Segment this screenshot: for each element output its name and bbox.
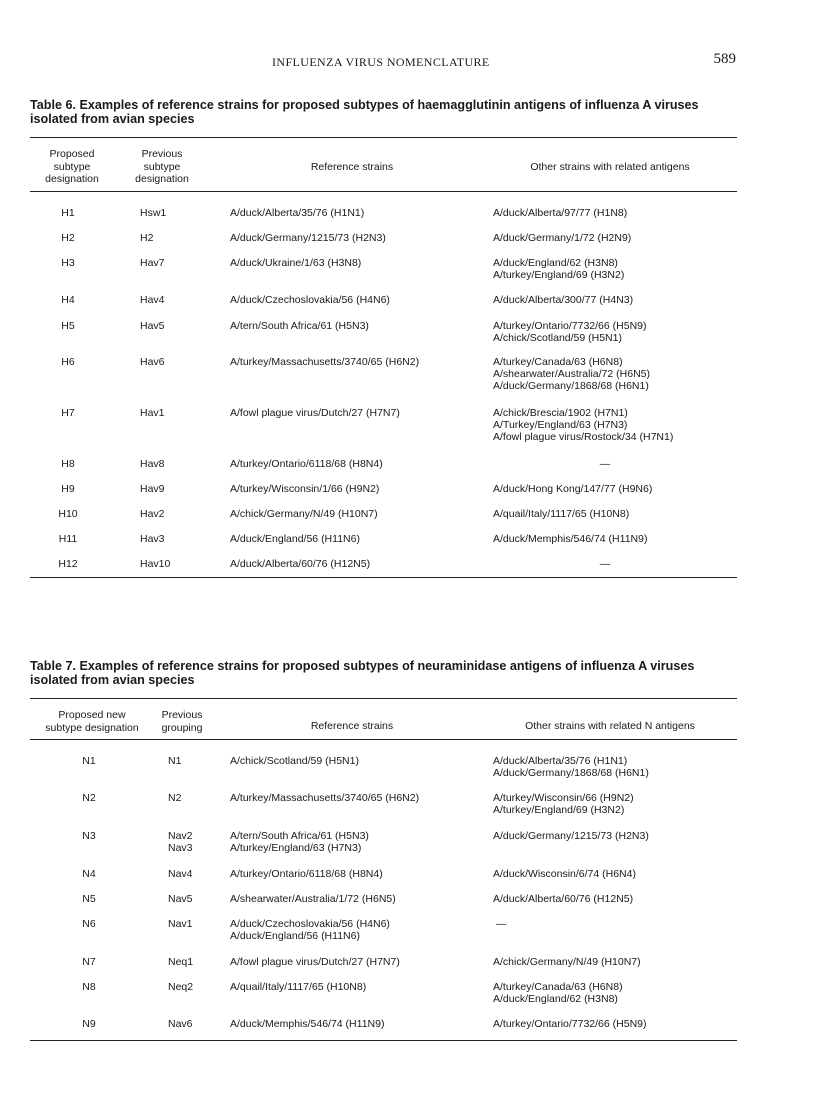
table7-top-rule [30, 698, 737, 699]
table-cell-related: A/duck/Hong Kong/147/77 (H9N6) [493, 483, 653, 495]
table7-caption: Table 7. Examples of reference strains for proposed subtypes of neuraminidase antigens of influenza A viruses isolated from avian species [30, 659, 695, 687]
table6-header-previous: Previous subtype designation [135, 148, 189, 185]
table-cell-related: A/turkey/Ontario/7732/66 (H5N9) [493, 1018, 647, 1030]
table-cell-previous: Hav2 [140, 508, 165, 520]
table-cell-reference: A/chick/Germany/N/49 (H10N7) [230, 508, 378, 520]
table7-header-reference: Reference strains [310, 720, 394, 732]
table-cell-subtype: H8 [61, 458, 75, 470]
table-cell-subtype: N8 [82, 981, 96, 993]
table-cell-related: A/duck/England/62 (H3N8) [493, 993, 618, 1005]
table-cell-related: A/quail/Italy/1117/65 (H10N8) [493, 508, 630, 520]
page-number: 589 [713, 51, 736, 67]
table-cell-reference: A/quail/Italy/1117/65 (H10N8) [230, 981, 367, 993]
table-cell-related: A/duck/Alberta/300/77 (H4N3) [493, 294, 634, 306]
table-cell-reference: A/turkey/Ontario/6118/68 (H8N4) [230, 458, 383, 470]
table6-top-rule [30, 137, 737, 138]
table-cell-related: A/duck/Germany/1/72 (H2N9) [493, 232, 632, 244]
table-cell-reference: A/duck/England/56 (H11N6) [230, 533, 360, 545]
running-head [0, 51, 816, 71]
table-cell-reference: A/tern/South Africa/61 (H5N3) [230, 320, 369, 332]
table-cell-related: A/duck/Alberta/60/76 (H12N5) [493, 893, 634, 905]
table6-bottom-rule [30, 577, 737, 578]
table-cell-previous: Nav1 [168, 918, 193, 930]
table-cell-related: A/turkey/England/69 (H3N2) [493, 269, 625, 281]
table-cell-related: A/turkey/Ontario/7732/66 (H5N9) [493, 320, 647, 332]
table-cell-subtype: N4 [82, 868, 96, 880]
table6-header-reference: Reference strains [310, 161, 394, 173]
table-cell-related: A/duck/Germany/1868/68 (H6N1) [493, 767, 649, 779]
table-cell-previous: Hav5 [140, 320, 165, 332]
table6-caption: Table 6. Examples of reference strains for proposed subtypes of haemagglutinin antigens of influenza A viruses isolated from avian species [30, 98, 699, 126]
table-cell-related: A/chick/Scotland/59 (H5N1) [493, 332, 622, 344]
table-cell-related: — [599, 458, 611, 470]
table-cell-related: A/turkey/Wisconsin/66 (H9N2) [493, 792, 634, 804]
table-cell-previous: Hav10 [140, 558, 171, 570]
table-cell-reference: A/turkey/Massachusetts/3740/65 (H6N2) [230, 356, 420, 368]
table-cell-reference: A/duck/Alberta/60/76 (H12N5) [230, 558, 371, 570]
table-cell-previous: Neq1 [168, 956, 194, 968]
table-cell-previous: Nav3 [168, 842, 193, 854]
table-cell-previous: Hav8 [140, 458, 165, 470]
table-cell-related: A/Turkey/England/63 (H7N3) [493, 419, 628, 431]
table-cell-previous: H2 [140, 232, 154, 244]
table-cell-previous: Hav1 [140, 407, 165, 419]
table-cell-related: A/duck/England/62 (H3N8) [493, 257, 618, 269]
table-cell-related: A/chick/Germany/N/49 (H10N7) [493, 956, 641, 968]
table-cell-subtype: N3 [82, 830, 96, 842]
table-cell-subtype: N2 [82, 792, 96, 804]
table7-header-proposed: Proposed new subtype designation [45, 709, 139, 734]
table-cell-previous: Neq2 [168, 981, 194, 993]
table-cell-related: A/duck/Wisconsin/6/74 (H6N4) [493, 868, 636, 880]
table-cell-subtype: H2 [61, 232, 75, 244]
table6-header-proposed: Proposed subtype designation [45, 148, 99, 185]
table-cell-subtype: N9 [82, 1018, 96, 1030]
table7-bottom-rule [30, 1040, 737, 1041]
table-cell-subtype: H9 [61, 483, 75, 495]
table-cell-previous: Hsw1 [140, 207, 167, 219]
table-cell-subtype: H12 [58, 558, 78, 570]
table-cell-previous: N2 [168, 792, 182, 804]
table-cell-related: A/duck/Alberta/97/77 (H1N8) [493, 207, 628, 219]
table-cell-reference: A/duck/Czechoslovakia/56 (H4N6) [230, 294, 390, 306]
table-cell-subtype: N5 [82, 893, 96, 905]
table-cell-previous: Nav4 [168, 868, 193, 880]
table-cell-subtype: H10 [58, 508, 78, 520]
table-cell-related: A/duck/Alberta/35/76 (H1N1) [493, 755, 628, 767]
table-cell-subtype: H5 [61, 320, 75, 332]
table-cell-previous: Nav2 [168, 830, 193, 842]
table-cell-subtype: N6 [82, 918, 96, 930]
table-cell-reference: A/chick/Scotland/59 (H5N1) [230, 755, 359, 767]
table-cell-reference: A/fowl plague virus/Dutch/27 (H7N7) [230, 956, 400, 968]
table-cell-previous: Hav9 [140, 483, 165, 495]
table-cell-reference: A/turkey/England/63 (H7N3) [230, 842, 362, 854]
table-cell-previous: Hav4 [140, 294, 165, 306]
table-cell-previous: Hav7 [140, 257, 165, 269]
table-cell-related: — [496, 918, 507, 930]
table-cell-related: — [599, 558, 611, 570]
running-title: INFLUENZA VIRUS NOMENCLATURE [272, 55, 490, 69]
table-cell-subtype: H1 [61, 207, 75, 219]
table-cell-related: A/turkey/Canada/63 (H6N8) [493, 981, 623, 993]
table-cell-previous: Nav6 [168, 1018, 193, 1030]
table-cell-related: A/duck/Germany/1215/73 (H2N3) [493, 830, 649, 842]
table-cell-reference: A/turkey/Wisconsin/1/66 (H9N2) [230, 483, 380, 495]
table-cell-subtype: H6 [61, 356, 75, 368]
table-cell-reference: A/turkey/Massachusetts/3740/65 (H6N2) [230, 792, 420, 804]
table-cell-previous: Hav6 [140, 356, 165, 368]
table-cell-reference: A/turkey/Ontario/6118/68 (H8N4) [230, 868, 383, 880]
table-cell-related: A/fowl plague virus/Rostock/34 (H7N1) [493, 431, 674, 443]
table-cell-related: A/turkey/Canada/63 (H6N8) [493, 356, 623, 368]
table7-header-related: Other strains with related N antigens [525, 720, 695, 732]
table-cell-previous: Hav3 [140, 533, 165, 545]
table-cell-subtype: H3 [61, 257, 75, 269]
table-cell-related: A/chick/Brescia/1902 (H7N1) [493, 407, 628, 419]
table6-header-rule [30, 191, 737, 192]
table-cell-subtype: N7 [82, 956, 96, 968]
table-cell-reference: A/duck/England/56 (H11N6) [230, 930, 360, 942]
table-cell-reference: A/duck/Alberta/35/76 (H1N1) [230, 207, 365, 219]
table7-header-previous: Previous grouping [161, 709, 203, 734]
table-cell-reference: A/duck/Czechoslovakia/56 (H4N6) [230, 918, 390, 930]
table7-header-rule [30, 739, 737, 740]
table-cell-related: A/duck/Germany/1868/68 (H6N1) [493, 380, 649, 392]
table-cell-reference: A/shearwater/Australia/1/72 (H6N5) [230, 893, 396, 905]
table-cell-related: A/shearwater/Australia/72 (H6N5) [493, 368, 650, 380]
table-cell-reference: A/duck/Ukraine/1/63 (H3N8) [230, 257, 362, 269]
table-cell-previous: Nav5 [168, 893, 193, 905]
table-cell-subtype: H4 [61, 294, 75, 306]
table6-header-related: Other strains with related antigens [530, 161, 690, 173]
table-cell-subtype: N1 [82, 755, 96, 767]
table-cell-subtype: H7 [61, 407, 75, 419]
table-cell-reference: A/tern/South Africa/61 (H5N3) [230, 830, 369, 842]
table-cell-reference: A/duck/Germany/1215/73 (H2N3) [230, 232, 386, 244]
table-cell-subtype: H11 [58, 533, 78, 545]
table-cell-reference: A/duck/Memphis/546/74 (H11N9) [230, 1018, 385, 1030]
table-cell-reference: A/fowl plague virus/Dutch/27 (H7N7) [230, 407, 400, 419]
table-cell-previous: N1 [168, 755, 182, 767]
table-cell-related: A/duck/Memphis/546/74 (H11N9) [493, 533, 648, 545]
table-cell-related: A/turkey/England/69 (H3N2) [493, 804, 625, 816]
